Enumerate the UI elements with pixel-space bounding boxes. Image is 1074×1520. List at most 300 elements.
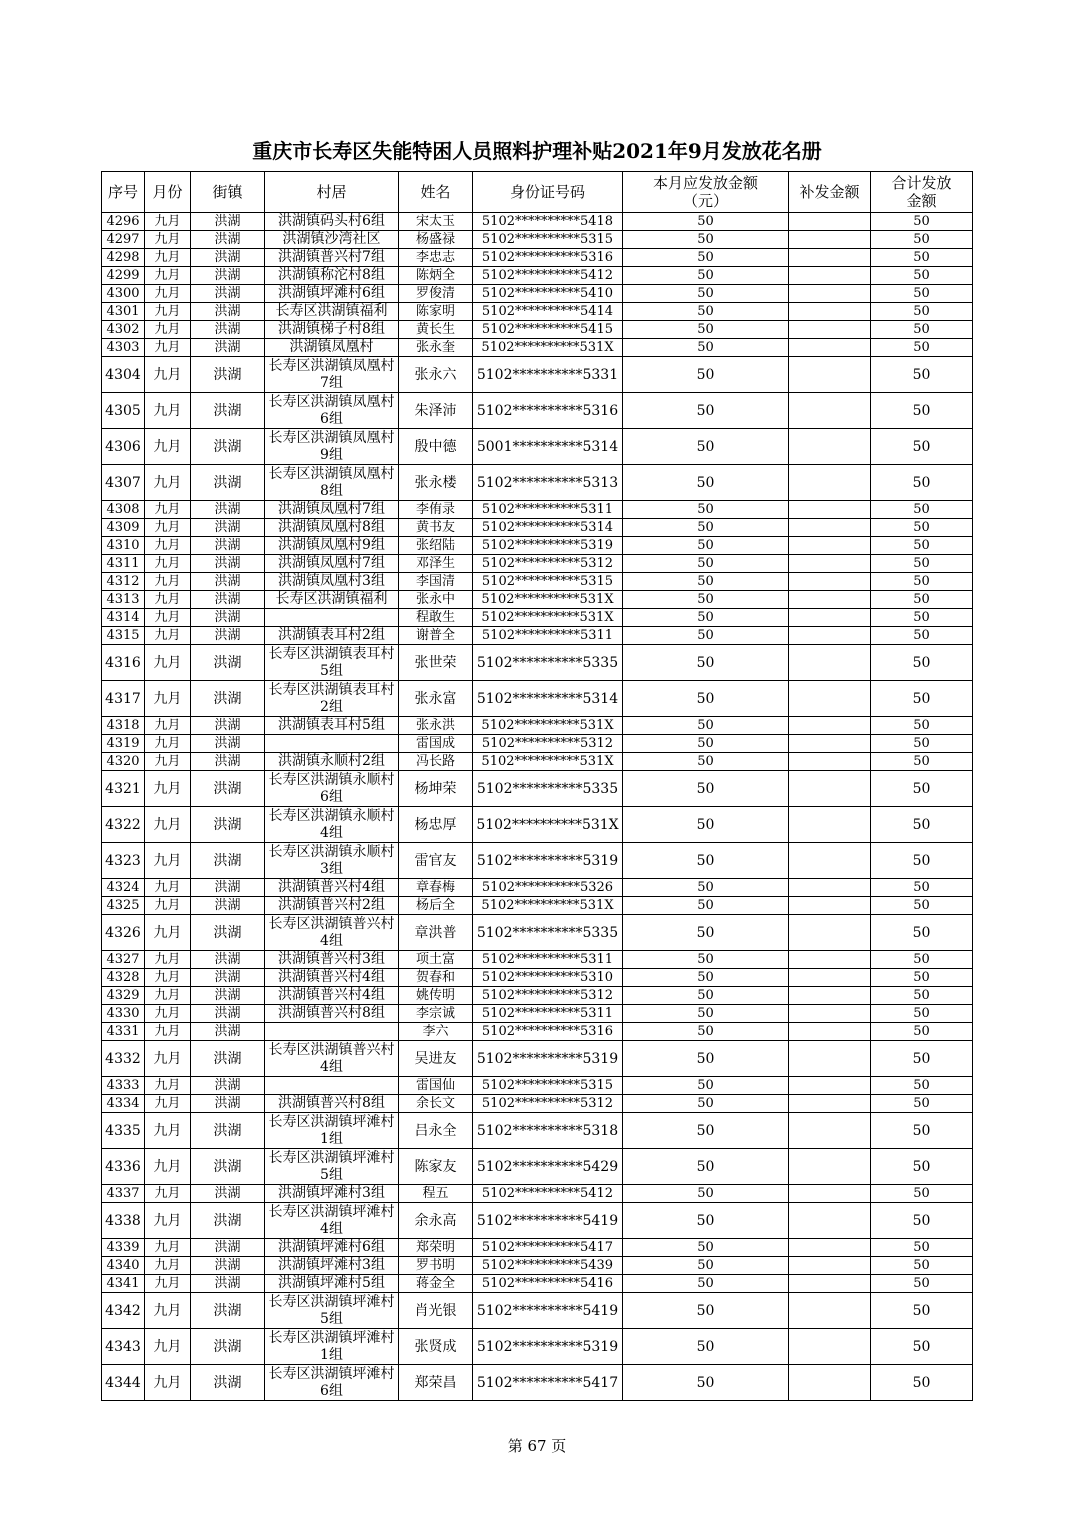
cell-town: 洪湖 (191, 357, 265, 393)
cell-seq: 4330 (102, 1005, 145, 1023)
cell-id-number: 5102**********5326 (473, 879, 623, 897)
cell-due-amount: 50 (623, 1095, 789, 1113)
cell-total-amount: 50 (871, 1095, 973, 1113)
cell-name: 张贤成 (399, 1329, 473, 1365)
cell-id-number: 5102**********5318 (473, 1113, 623, 1149)
cell-village (265, 609, 399, 627)
cell-id-number: 5102**********531X (473, 717, 623, 735)
cell-village: 长寿区洪湖镇凤凰村6组 (265, 393, 399, 429)
header-due-line1: 本月应发放金额 (652, 174, 758, 192)
cell-village: 洪湖镇普兴村3组 (265, 951, 399, 969)
cell-month: 九月 (145, 249, 191, 267)
cell-due-amount: 50 (623, 987, 789, 1005)
cell-supplement-amount (789, 1113, 871, 1149)
cell-total-amount: 50 (871, 591, 973, 609)
cell-town: 洪湖 (191, 501, 265, 519)
cell-due-amount: 50 (623, 1203, 789, 1239)
cell-supplement-amount (789, 915, 871, 951)
cell-name: 陈炳全 (399, 267, 473, 285)
cell-name: 黄长生 (399, 321, 473, 339)
cell-supplement-amount (789, 969, 871, 987)
table-row (102, 879, 973, 897)
cell-seq: 4303 (102, 339, 145, 357)
cell-supplement-amount (789, 591, 871, 609)
cell-name: 冯长路 (399, 753, 473, 771)
cell-town: 洪湖 (191, 735, 265, 753)
table-row (102, 1113, 973, 1149)
cell-supplement-amount (789, 573, 871, 591)
cell-total-amount: 50 (871, 321, 973, 339)
cell-name: 蒋金全 (399, 1275, 473, 1293)
cell-town: 洪湖 (191, 429, 265, 465)
cell-month: 九月 (145, 339, 191, 357)
cell-town: 洪湖 (191, 285, 265, 303)
cell-town: 洪湖 (191, 879, 265, 897)
cell-name: 姚传明 (399, 987, 473, 1005)
cell-village: 长寿区洪湖镇表耳村2组 (265, 681, 399, 717)
cell-month: 九月 (145, 1365, 191, 1401)
cell-village (265, 735, 399, 753)
cell-supplement-amount (789, 1149, 871, 1185)
table-row (102, 843, 973, 879)
cell-total-amount: 50 (871, 735, 973, 753)
cell-name: 章洪普 (399, 915, 473, 951)
cell-id-number: 5102**********5312 (473, 987, 623, 1005)
cell-total-amount: 50 (871, 465, 973, 501)
cell-total-amount: 50 (871, 897, 973, 915)
cell-town: 洪湖 (191, 1095, 265, 1113)
cell-month: 九月 (145, 303, 191, 321)
cell-month: 九月 (145, 987, 191, 1005)
cell-seq: 4342 (102, 1293, 145, 1329)
cell-due-amount: 50 (623, 771, 789, 807)
cell-due-amount: 50 (623, 915, 789, 951)
cell-supplement-amount (789, 987, 871, 1005)
cell-id-number: 5102**********531X (473, 591, 623, 609)
cell-total-amount: 50 (871, 951, 973, 969)
table-row (102, 1149, 973, 1185)
cell-supplement-amount (789, 753, 871, 771)
cell-total-amount: 50 (871, 213, 973, 231)
cell-town: 洪湖 (191, 1329, 265, 1365)
table-row (102, 735, 973, 753)
cell-month: 九月 (145, 555, 191, 573)
cell-seq: 4304 (102, 357, 145, 393)
cell-month: 九月 (145, 393, 191, 429)
cell-month: 九月 (145, 573, 191, 591)
cell-total-amount: 50 (871, 1239, 973, 1257)
cell-name: 杨盛禄 (399, 231, 473, 249)
cell-total-amount: 50 (871, 1113, 973, 1149)
table-row (102, 951, 973, 969)
cell-name: 张世荣 (399, 645, 473, 681)
cell-id-number: 5102**********5315 (473, 1077, 623, 1095)
cell-supplement-amount (789, 879, 871, 897)
cell-name: 罗俊清 (399, 285, 473, 303)
cell-name: 章春梅 (399, 879, 473, 897)
cell-month: 九月 (145, 285, 191, 303)
cell-id-number: 5102**********5419 (473, 1203, 623, 1239)
cell-month: 九月 (145, 537, 191, 555)
cell-due-amount: 50 (623, 591, 789, 609)
cell-seq: 4300 (102, 285, 145, 303)
cell-town: 洪湖 (191, 267, 265, 285)
cell-name: 朱泽沛 (399, 393, 473, 429)
cell-id-number: 5102**********5312 (473, 735, 623, 753)
cell-month: 九月 (145, 1023, 191, 1041)
cell-month: 九月 (145, 681, 191, 717)
cell-month: 九月 (145, 1185, 191, 1203)
cell-id-number: 5102**********5315 (473, 573, 623, 591)
cell-month: 九月 (145, 231, 191, 249)
table-row (102, 1041, 973, 1077)
cell-supplement-amount (789, 357, 871, 393)
cell-name: 李宗诚 (399, 1005, 473, 1023)
cell-due-amount: 50 (623, 1275, 789, 1293)
cell-supplement-amount (789, 1293, 871, 1329)
cell-name: 黄书友 (399, 519, 473, 537)
cell-total-amount: 50 (871, 1185, 973, 1203)
cell-seq: 4313 (102, 591, 145, 609)
cell-seq: 4302 (102, 321, 145, 339)
cell-total-amount: 50 (871, 339, 973, 357)
cell-name: 殷中德 (399, 429, 473, 465)
cell-town: 洪湖 (191, 231, 265, 249)
cell-supplement-amount (789, 681, 871, 717)
cell-id-number: 5102**********5331 (473, 357, 623, 393)
cell-total-amount: 50 (871, 717, 973, 735)
cell-due-amount: 50 (623, 285, 789, 303)
table-row (102, 627, 973, 645)
cell-id-number: 5102**********531X (473, 753, 623, 771)
cell-village: 长寿区洪湖镇坪滩村1组 (265, 1329, 399, 1365)
cell-seq: 4316 (102, 645, 145, 681)
cell-seq: 4309 (102, 519, 145, 537)
cell-total-amount: 50 (871, 267, 973, 285)
table-row (102, 231, 973, 249)
cell-id-number: 5102**********531X (473, 807, 623, 843)
cell-name: 雷国仙 (399, 1077, 473, 1095)
cell-name: 张永六 (399, 357, 473, 393)
cell-name: 杨坤荣 (399, 771, 473, 807)
cell-name: 程敢生 (399, 609, 473, 627)
cell-due-amount: 50 (623, 1257, 789, 1275)
cell-village: 洪湖镇普兴村7组 (265, 249, 399, 267)
cell-id-number: 5102**********5410 (473, 285, 623, 303)
cell-id-number: 5102**********5414 (473, 303, 623, 321)
cell-id-number: 5102**********5311 (473, 627, 623, 645)
header-village: 村居 (265, 172, 399, 213)
cell-month: 九月 (145, 1275, 191, 1293)
cell-supplement-amount (789, 519, 871, 537)
cell-seq: 4327 (102, 951, 145, 969)
cell-month: 九月 (145, 1293, 191, 1329)
cell-due-amount: 50 (623, 321, 789, 339)
table-row (102, 1023, 973, 1041)
cell-town: 洪湖 (191, 555, 265, 573)
cell-total-amount: 50 (871, 609, 973, 627)
cell-total-amount: 50 (871, 285, 973, 303)
cell-village: 洪湖镇凤凰村3组 (265, 573, 399, 591)
cell-village: 长寿区洪湖镇福利 (265, 591, 399, 609)
cell-name: 李六 (399, 1023, 473, 1041)
cell-due-amount: 50 (623, 969, 789, 987)
table-row (102, 753, 973, 771)
cell-due-amount: 50 (623, 213, 789, 231)
cell-month: 九月 (145, 321, 191, 339)
table-row (102, 501, 973, 519)
cell-name: 李忠志 (399, 249, 473, 267)
cell-id-number: 5102**********5314 (473, 681, 623, 717)
table-row (102, 1329, 973, 1365)
cell-town: 洪湖 (191, 1185, 265, 1203)
cell-total-amount: 50 (871, 681, 973, 717)
cell-due-amount: 50 (623, 573, 789, 591)
cell-seq: 4317 (102, 681, 145, 717)
table-row (102, 285, 973, 303)
cell-total-amount: 50 (871, 753, 973, 771)
cell-due-amount: 50 (623, 879, 789, 897)
cell-village: 洪湖镇坪滩村6组 (265, 285, 399, 303)
cell-month: 九月 (145, 879, 191, 897)
cell-seq: 4296 (102, 213, 145, 231)
cell-due-amount: 50 (623, 735, 789, 753)
table-row (102, 267, 973, 285)
cell-village: 洪湖镇普兴村4组 (265, 987, 399, 1005)
cell-month: 九月 (145, 501, 191, 519)
cell-village (265, 1023, 399, 1041)
cell-due-amount: 50 (623, 1005, 789, 1023)
cell-town: 洪湖 (191, 339, 265, 357)
cell-name: 雷国成 (399, 735, 473, 753)
cell-village: 长寿区洪湖镇坪滩村1组 (265, 1113, 399, 1149)
cell-seq: 4311 (102, 555, 145, 573)
cell-name: 张永楼 (399, 465, 473, 501)
cell-total-amount: 50 (871, 915, 973, 951)
cell-village (265, 1077, 399, 1095)
cell-due-amount: 50 (623, 519, 789, 537)
cell-due-amount: 50 (623, 1023, 789, 1041)
cell-town: 洪湖 (191, 1203, 265, 1239)
cell-town: 洪湖 (191, 771, 265, 807)
cell-town: 洪湖 (191, 951, 265, 969)
cell-town: 洪湖 (191, 1077, 265, 1095)
cell-seq: 4301 (102, 303, 145, 321)
table-row (102, 609, 973, 627)
cell-supplement-amount (789, 537, 871, 555)
cell-seq: 4299 (102, 267, 145, 285)
table-row (102, 807, 973, 843)
cell-total-amount: 50 (871, 303, 973, 321)
cell-total-amount: 50 (871, 969, 973, 987)
cell-name: 余永高 (399, 1203, 473, 1239)
cell-total-amount: 50 (871, 573, 973, 591)
cell-total-amount: 50 (871, 771, 973, 807)
cell-due-amount: 50 (623, 1239, 789, 1257)
cell-id-number: 5102**********531X (473, 609, 623, 627)
cell-supplement-amount (789, 1005, 871, 1023)
cell-month: 九月 (145, 807, 191, 843)
table-row (102, 1077, 973, 1095)
cell-village: 长寿区洪湖镇普兴村4组 (265, 915, 399, 951)
cell-seq: 4323 (102, 843, 145, 879)
cell-seq: 4344 (102, 1365, 145, 1401)
cell-due-amount: 50 (623, 1077, 789, 1095)
header-due-line2: （元） (682, 192, 728, 210)
cell-id-number: 5102**********5316 (473, 1023, 623, 1041)
cell-seq: 4329 (102, 987, 145, 1005)
cell-seq: 4319 (102, 735, 145, 753)
table-row (102, 303, 973, 321)
cell-seq: 4324 (102, 879, 145, 897)
cell-seq: 4322 (102, 807, 145, 843)
cell-seq: 4338 (102, 1203, 145, 1239)
cell-village: 长寿区洪湖镇永顺村4组 (265, 807, 399, 843)
cell-total-amount: 50 (871, 1365, 973, 1401)
cell-village: 长寿区洪湖镇凤凰村9组 (265, 429, 399, 465)
table-row (102, 537, 973, 555)
cell-village: 长寿区洪湖镇福利 (265, 303, 399, 321)
table-row (102, 645, 973, 681)
header-supplement: 补发金额 (789, 172, 871, 213)
cell-due-amount: 50 (623, 1185, 789, 1203)
cell-total-amount: 50 (871, 537, 973, 555)
document-title: 重庆市长寿区失能特困人员照料护理补贴2021年9月发放花名册 (252, 139, 822, 163)
cell-town: 洪湖 (191, 969, 265, 987)
cell-village: 洪湖镇沙湾社区 (265, 231, 399, 249)
cell-name: 吕永全 (399, 1113, 473, 1149)
cell-seq: 4298 (102, 249, 145, 267)
cell-name: 余长文 (399, 1095, 473, 1113)
cell-id-number: 5102**********5419 (473, 1293, 623, 1329)
cell-id-number: 5102**********5314 (473, 519, 623, 537)
cell-seq: 4326 (102, 915, 145, 951)
table-row (102, 573, 973, 591)
header-total-line1: 合计发放 (891, 174, 952, 192)
cell-name: 邓泽生 (399, 555, 473, 573)
cell-due-amount: 50 (623, 681, 789, 717)
cell-id-number: 5102**********5313 (473, 465, 623, 501)
cell-month: 九月 (145, 717, 191, 735)
cell-supplement-amount (789, 735, 871, 753)
cell-month: 九月 (145, 753, 191, 771)
table-row (102, 249, 973, 267)
table-row (102, 357, 973, 393)
cell-due-amount: 50 (623, 249, 789, 267)
cell-supplement-amount (789, 501, 871, 519)
table-row (102, 1257, 973, 1275)
cell-month: 九月 (145, 267, 191, 285)
cell-seq: 4333 (102, 1077, 145, 1095)
cell-id-number: 5102**********5312 (473, 1095, 623, 1113)
cell-name: 宋太玉 (399, 213, 473, 231)
cell-town: 洪湖 (191, 213, 265, 231)
header-total-line2: 金额 (906, 192, 937, 210)
header-town: 街镇 (191, 172, 265, 213)
cell-month: 九月 (145, 519, 191, 537)
cell-name: 李侑录 (399, 501, 473, 519)
cell-month: 九月 (145, 951, 191, 969)
table-row (102, 519, 973, 537)
cell-month: 九月 (145, 645, 191, 681)
cell-supplement-amount (789, 717, 871, 735)
cell-total-amount: 50 (871, 1293, 973, 1329)
cell-name: 郑荣明 (399, 1239, 473, 1257)
cell-town: 洪湖 (191, 321, 265, 339)
cell-supplement-amount (789, 1203, 871, 1239)
cell-town: 洪湖 (191, 645, 265, 681)
table-row (102, 321, 973, 339)
table-row (102, 681, 973, 717)
cell-due-amount: 50 (623, 555, 789, 573)
cell-supplement-amount (789, 771, 871, 807)
cell-id-number: 5102**********5311 (473, 501, 623, 519)
cell-town: 洪湖 (191, 591, 265, 609)
cell-seq: 4334 (102, 1095, 145, 1113)
cell-id-number: 5102**********5412 (473, 1185, 623, 1203)
cell-id-number: 5102**********5417 (473, 1239, 623, 1257)
cell-due-amount: 50 (623, 843, 789, 879)
cell-due-amount: 50 (623, 231, 789, 249)
cell-town: 洪湖 (191, 915, 265, 951)
cell-seq: 4336 (102, 1149, 145, 1185)
cell-name: 张永奎 (399, 339, 473, 357)
cell-village: 长寿区洪湖镇坪滩村6组 (265, 1365, 399, 1401)
cell-id-number: 5102**********5315 (473, 231, 623, 249)
cell-supplement-amount (789, 213, 871, 231)
cell-town: 洪湖 (191, 681, 265, 717)
cell-supplement-amount (789, 285, 871, 303)
table-row (102, 555, 973, 573)
cell-village: 洪湖镇凤凰村7组 (265, 555, 399, 573)
cell-due-amount: 50 (623, 609, 789, 627)
cell-supplement-amount (789, 429, 871, 465)
table-row (102, 1185, 973, 1203)
cell-seq: 4321 (102, 771, 145, 807)
cell-month: 九月 (145, 213, 191, 231)
table-row (102, 465, 973, 501)
cell-total-amount: 50 (871, 879, 973, 897)
table-row (102, 717, 973, 735)
cell-month: 九月 (145, 1005, 191, 1023)
table-row (102, 393, 973, 429)
cell-village: 洪湖镇称沱村8组 (265, 267, 399, 285)
cell-id-number: 5102**********5439 (473, 1257, 623, 1275)
cell-supplement-amount (789, 303, 871, 321)
cell-due-amount: 50 (623, 465, 789, 501)
table-row (102, 1095, 973, 1113)
cell-total-amount: 50 (871, 1257, 973, 1275)
cell-id-number: 5001**********5314 (473, 429, 623, 465)
cell-town: 洪湖 (191, 1365, 265, 1401)
header-id: 身份证号码 (473, 172, 623, 213)
cell-village: 长寿区洪湖镇坪滩村5组 (265, 1149, 399, 1185)
cell-name: 李国清 (399, 573, 473, 591)
cell-id-number: 5102**********5335 (473, 915, 623, 951)
cell-total-amount: 50 (871, 519, 973, 537)
cell-month: 九月 (145, 1077, 191, 1095)
cell-seq: 4308 (102, 501, 145, 519)
table-row (102, 591, 973, 609)
cell-seq: 4306 (102, 429, 145, 465)
cell-month: 九月 (145, 1041, 191, 1077)
cell-total-amount: 50 (871, 1149, 973, 1185)
cell-due-amount: 50 (623, 627, 789, 645)
cell-town: 洪湖 (191, 249, 265, 267)
cell-supplement-amount (789, 627, 871, 645)
cell-due-amount: 50 (623, 645, 789, 681)
cell-town: 洪湖 (191, 1239, 265, 1257)
